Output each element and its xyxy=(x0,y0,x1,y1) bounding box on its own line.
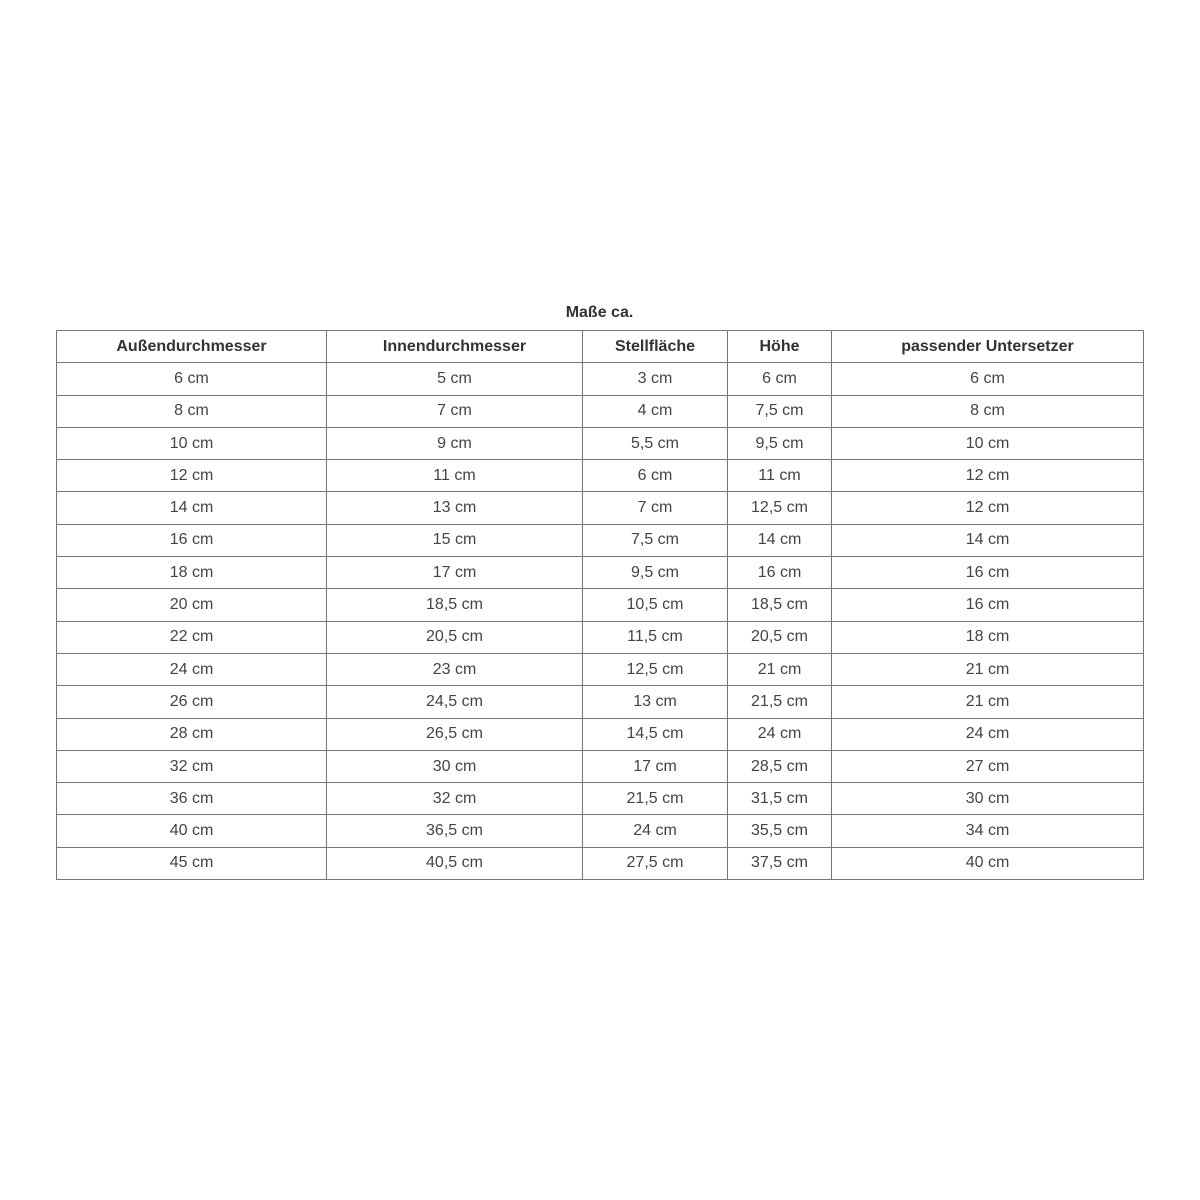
cell-stellflaeche: 4 cm xyxy=(583,395,728,427)
cell-aussendurchmesser: 36 cm xyxy=(57,783,327,815)
size-table xyxy=(56,330,1144,880)
cell-innendurchmesser: 15 cm xyxy=(327,524,583,556)
table-row xyxy=(57,492,1144,524)
cell-hoehe: 18,5 cm xyxy=(728,589,832,621)
table-row xyxy=(57,363,1144,395)
cell-innendurchmesser: 32 cm xyxy=(327,783,583,815)
cell-stellflaeche: 21,5 cm xyxy=(583,783,728,815)
cell-innendurchmesser: 20,5 cm xyxy=(327,621,583,653)
table-row xyxy=(57,395,1144,427)
cell-hoehe: 7,5 cm xyxy=(728,395,832,427)
cell-innendurchmesser: 13 cm xyxy=(327,492,583,524)
cell-passender-untersetzer: 12 cm xyxy=(832,492,1144,524)
cell-aussendurchmesser: 16 cm xyxy=(57,524,327,556)
cell-stellflaeche: 10,5 cm xyxy=(583,589,728,621)
cell-hoehe: 14 cm xyxy=(728,524,832,556)
table-row xyxy=(57,686,1144,718)
cell-passender-untersetzer: 30 cm xyxy=(832,783,1144,815)
table-row xyxy=(57,460,1144,492)
header-hoehe: Höhe xyxy=(728,331,832,363)
cell-passender-untersetzer: 40 cm xyxy=(832,847,1144,879)
cell-passender-untersetzer: 34 cm xyxy=(832,815,1144,847)
header-innendurchmesser: Innendurchmesser xyxy=(327,331,583,363)
cell-aussendurchmesser: 28 cm xyxy=(57,718,327,750)
cell-passender-untersetzer: 18 cm xyxy=(832,621,1144,653)
cell-hoehe: 12,5 cm xyxy=(728,492,832,524)
header-aussendurchmesser: Außendurchmesser xyxy=(57,331,327,363)
table-row xyxy=(57,427,1144,459)
cell-aussendurchmesser: 32 cm xyxy=(57,750,327,782)
table-row xyxy=(57,557,1144,589)
cell-aussendurchmesser: 10 cm xyxy=(57,427,327,459)
cell-hoehe: 11 cm xyxy=(728,460,832,492)
cell-hoehe: 21 cm xyxy=(728,653,832,685)
cell-aussendurchmesser: 26 cm xyxy=(57,686,327,718)
cell-hoehe: 6 cm xyxy=(728,363,832,395)
cell-innendurchmesser: 30 cm xyxy=(327,750,583,782)
table-row xyxy=(57,847,1144,879)
cell-innendurchmesser: 18,5 cm xyxy=(327,589,583,621)
cell-aussendurchmesser: 22 cm xyxy=(57,621,327,653)
cell-passender-untersetzer: 10 cm xyxy=(832,427,1144,459)
cell-aussendurchmesser: 20 cm xyxy=(57,589,327,621)
cell-passender-untersetzer: 24 cm xyxy=(832,718,1144,750)
cell-stellflaeche: 7,5 cm xyxy=(583,524,728,556)
table-row xyxy=(57,621,1144,653)
cell-aussendurchmesser: 6 cm xyxy=(57,363,327,395)
cell-hoehe: 31,5 cm xyxy=(728,783,832,815)
table-row xyxy=(57,783,1144,815)
table-row xyxy=(57,750,1144,782)
cell-innendurchmesser: 5 cm xyxy=(327,363,583,395)
cell-hoehe: 21,5 cm xyxy=(728,686,832,718)
table-row xyxy=(57,815,1144,847)
cell-aussendurchmesser: 18 cm xyxy=(57,557,327,589)
cell-passender-untersetzer: 16 cm xyxy=(832,557,1144,589)
cell-aussendurchmesser: 8 cm xyxy=(57,395,327,427)
cell-stellflaeche: 24 cm xyxy=(583,815,728,847)
cell-hoehe: 16 cm xyxy=(728,557,832,589)
table-row xyxy=(57,653,1144,685)
table-header-row xyxy=(57,331,1144,363)
header-passender-untersetzer: passender Untersetzer xyxy=(832,331,1144,363)
cell-innendurchmesser: 7 cm xyxy=(327,395,583,427)
cell-passender-untersetzer: 6 cm xyxy=(832,363,1144,395)
cell-aussendurchmesser: 40 cm xyxy=(57,815,327,847)
cell-passender-untersetzer: 14 cm xyxy=(832,524,1144,556)
cell-innendurchmesser: 11 cm xyxy=(327,460,583,492)
cell-aussendurchmesser: 12 cm xyxy=(57,460,327,492)
cell-stellflaeche: 11,5 cm xyxy=(583,621,728,653)
header-stellflaeche: Stellfläche xyxy=(583,331,728,363)
cell-aussendurchmesser: 45 cm xyxy=(57,847,327,879)
cell-passender-untersetzer: 21 cm xyxy=(832,686,1144,718)
cell-innendurchmesser: 36,5 cm xyxy=(327,815,583,847)
cell-innendurchmesser: 24,5 cm xyxy=(327,686,583,718)
cell-innendurchmesser: 26,5 cm xyxy=(327,718,583,750)
cell-passender-untersetzer: 12 cm xyxy=(832,460,1144,492)
cell-stellflaeche: 27,5 cm xyxy=(583,847,728,879)
cell-stellflaeche: 5,5 cm xyxy=(583,427,728,459)
cell-passender-untersetzer: 21 cm xyxy=(832,653,1144,685)
cell-stellflaeche: 17 cm xyxy=(583,750,728,782)
cell-hoehe: 37,5 cm xyxy=(728,847,832,879)
cell-aussendurchmesser: 24 cm xyxy=(57,653,327,685)
table-body xyxy=(57,363,1144,880)
cell-innendurchmesser: 17 cm xyxy=(327,557,583,589)
cell-stellflaeche: 13 cm xyxy=(583,686,728,718)
cell-stellflaeche: 12,5 cm xyxy=(583,653,728,685)
cell-hoehe: 20,5 cm xyxy=(728,621,832,653)
cell-passender-untersetzer: 8 cm xyxy=(832,395,1144,427)
cell-hoehe: 9,5 cm xyxy=(728,427,832,459)
table-row xyxy=(57,524,1144,556)
cell-stellflaeche: 6 cm xyxy=(583,460,728,492)
cell-hoehe: 35,5 cm xyxy=(728,815,832,847)
cell-hoehe: 28,5 cm xyxy=(728,750,832,782)
cell-innendurchmesser: 9 cm xyxy=(327,427,583,459)
cell-stellflaeche: 3 cm xyxy=(583,363,728,395)
cell-hoehe: 24 cm xyxy=(728,718,832,750)
cell-passender-untersetzer: 27 cm xyxy=(832,750,1144,782)
size-table-container xyxy=(56,300,1143,880)
cell-aussendurchmesser: 14 cm xyxy=(57,492,327,524)
table-row xyxy=(57,589,1144,621)
table-row xyxy=(57,718,1144,750)
table-caption: Maße ca. xyxy=(565,304,634,321)
cell-stellflaeche: 9,5 cm xyxy=(583,557,728,589)
cell-stellflaeche: 7 cm xyxy=(583,492,728,524)
cell-innendurchmesser: 23 cm xyxy=(327,653,583,685)
cell-innendurchmesser: 40,5 cm xyxy=(327,847,583,879)
cell-stellflaeche: 14,5 cm xyxy=(583,718,728,750)
cell-passender-untersetzer: 16 cm xyxy=(832,589,1144,621)
